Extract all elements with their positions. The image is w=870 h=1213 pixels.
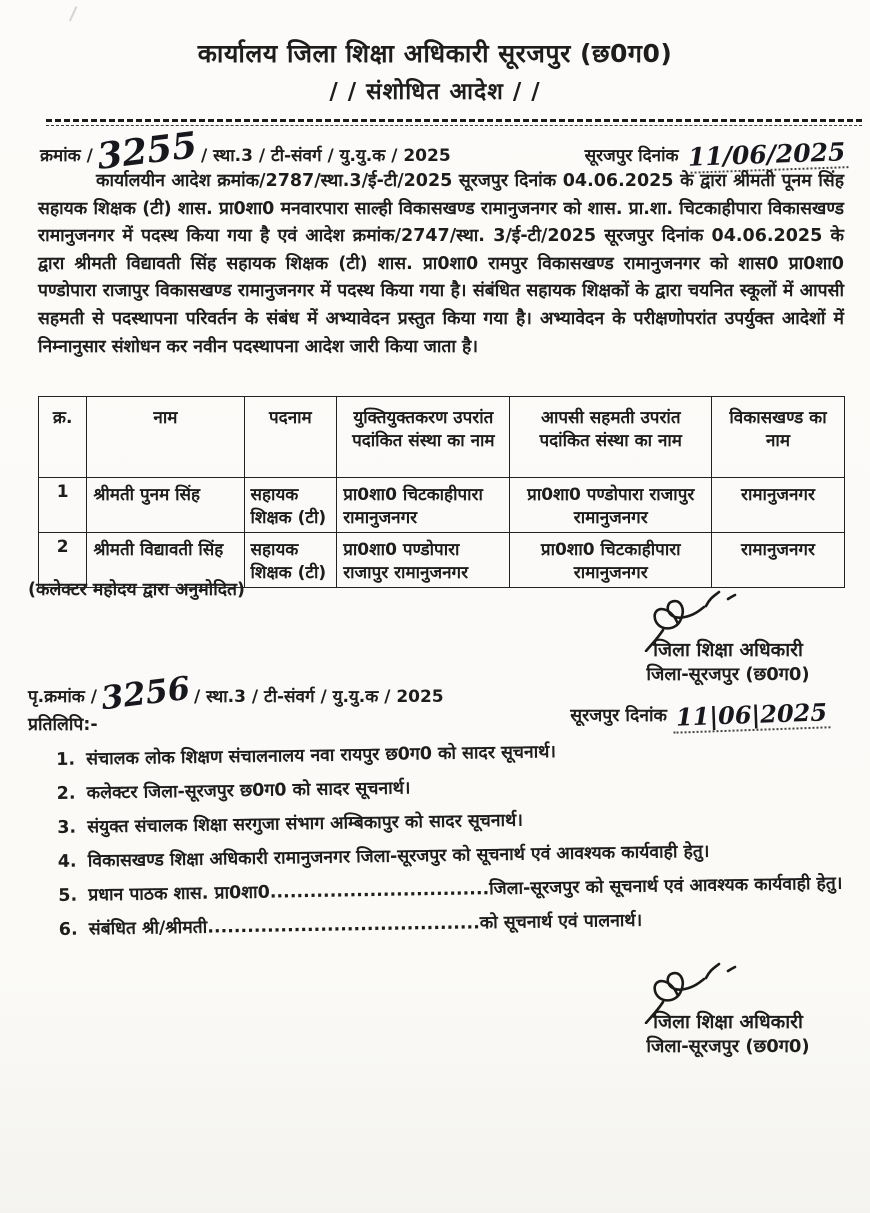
place-and-date [584,137,848,172]
endorsement-prefix: पृ.क्रमांक / [28,687,97,707]
signature-block-bottom [598,962,858,1058]
cell-block: रामानुजनगर [711,478,844,533]
list-item [56,736,850,773]
order-title: / / संशोधित आदेश / / [329,79,541,105]
item-number: 3. [57,817,77,838]
signer-title: जिला शिक्षा अधिकारी [653,1011,803,1033]
cell-serial: 2 [39,533,87,588]
col-header-rationalized-institution: युक्तियुक्तकरण उपरांत पदांकित संस्था का नाम [337,397,510,478]
item-number: 1. [56,749,76,770]
item-text: कलेक्टर जिला-सूरजपुर छ0ग0 को सादर सूचनार्थ। [86,778,411,804]
item-number: 5. [58,885,78,906]
item-number: 2. [56,783,76,804]
posting-table [38,396,845,588]
cell-mutual-consent-institution: प्रा0शा0 चिटकाहीपारा रामानुजनगर [510,533,712,588]
header-separator [46,119,862,126]
endorsement-suffix: / स्था.3 / टी-संवर्ग / यु.यु.क / 2025 [194,687,444,707]
ref-suffix: / स्था.3 / टी-संवर्ग / यु.यु.क / 2025 [201,146,451,166]
item-text: संचालक लोक शिक्षण संचालनालय नवा रायपुर छ0ग0 को सादर सूचनार्थ। [86,742,557,770]
signature-block-top [598,590,858,686]
table-header-row [39,397,845,478]
signer-location: जिला-सूरजपुर (छ0ग0) [646,1036,810,1057]
list-item [58,872,852,909]
item-text: संबंधित श्री/श्रीमती.........................................को सूचनार्थ एवं पालनार्थ। [88,910,643,940]
cell-designation: सहायक शिक्षक (टी) [244,533,337,588]
cell-rationalized-institution: प्रा0शा0 चिटकाहीपारा रामानुजनगर [337,478,510,533]
cell-serial: 1 [39,478,87,533]
office-title: कार्यालय जिला शिक्षा अधिकारी सूरजपुर (छ0ग0) [197,39,673,68]
col-header-mutual-consent-institution: आपसी सहमती उपरांत पदांकित संस्था का नाम [510,397,712,478]
cell-name: श्रीमती पुनम सिंह [87,478,244,533]
col-header-block: विकासखण्ड का नाम [711,397,844,478]
reference-number [40,124,451,178]
list-item [57,770,851,807]
scan-artifact-pen-stroke [53,0,78,21]
list-item [57,804,851,841]
item-text: विकासखण्ड शिक्षा अधिकारी रामानुजनगर जिला-सूरजपुर को सूचनार्थ एवं आवश्यक कार्यवाही हेतु। [87,841,710,872]
endorsement-date-handwritten: 11|06|2025 [672,697,830,733]
ref-prefix: क्रमांक / [40,146,93,166]
collector-approval-note: (कलेक्टर महोदय द्वारा अनुमोदित) [28,580,245,600]
col-header-serial: क्र. [39,397,87,478]
item-number: 6. [58,919,78,940]
endorsement-place-date [570,697,830,732]
date-handwritten: 11/06/2025 [684,137,848,174]
item-text: प्रधान पाठक शास. प्रा0शा0.................................जिला-सूरजपुर को सूचनार्थ एवं आवश्यक कार्यवाही हेतु। [88,873,843,906]
reference-number-line [40,124,848,178]
order-body-paragraph: कार्यालयीन आदेश क्रमांक/2787/स्था.3/ई-टी/2025 सूरजपुर दिनांक 04.06.2025 के द्वारा श्रीमती पूनम सिंह सहायक शिक्षक (टी) शास. प्रा0शा0 मनवारपारा साल्ही विकासखण्ड रामानुजनगर को शास. प्रा.शा. चिटकाहीपारा विकासखण्ड रामानुजनगर में पदस्थ किया गया है एवं आदेश क्रमांक/2747/स्था. 3/ई-टी/2025 सूरजपुर दिनांक 04.06.2025 के द्वारा श्रीमती विद्यावती सिंह सहायक शिक्षक (टी) शास. प्रा0शा0 रामपुर विकासखण्ड रामानुजनगर को शास0 प्रा0शा0 पण्डोपारा राजापुर विकासखण्ड रामानुजनगर में पदस्थ किया गया है। संबंधित सहायक शिक्षकों के द्वारा चयनित स्कूलों में आपसी सहमती से पदस्थापना परिवर्तन के संबंध में अभ्यावेदन प्रस्तुत किया गया है। अभ्यावेदन के परीक्षणोपरांत उपर्युक्त आदेशों में निम्नानुसार संशोधन कर नवीन पदस्थापना आदेश जारी किया जाता है। [38,171,844,357]
col-header-designation: पदनाम [244,397,337,478]
signer-title: जिला शिक्षा अधिकारी [653,639,803,661]
place-date-label: सूरजपुर दिनांक [584,146,679,166]
list-item [59,906,853,943]
cell-designation: सहायक शिक्षक (टी) [244,478,337,533]
copy-recipient-list [56,736,853,952]
list-item [58,838,852,875]
copies-label: प्रतिलिपि:- [28,715,98,735]
item-number: 4. [57,851,77,872]
col-header-name: नाम [87,397,244,478]
cell-block: रामानुजनगर [711,533,844,588]
endorsement-number-line [28,668,444,718]
item-text: संयुक्त संचालक शिक्षा सरगुजा संभाग अम्बिकापुर को सादर सूचनार्थ। [87,810,524,838]
cell-name: श्रीमती विद्यावती सिंह [87,533,244,588]
ref-number-handwritten: 3255 [94,124,200,178]
signer-location: जिला-सूरजपुर (छ0ग0) [646,664,810,685]
table-row [39,478,845,533]
place-date-label: सूरजपुर दिनांक [570,706,667,726]
cell-mutual-consent-institution: प्रा0शा0 पण्डोपारा राजापुर रामानुजनगर [510,478,712,533]
cell-rationalized-institution: प्रा0शा0 पण्डोपारा राजापुर रामानुजनगर [337,533,510,588]
endorsement-number-handwritten: 3256 [98,668,192,718]
